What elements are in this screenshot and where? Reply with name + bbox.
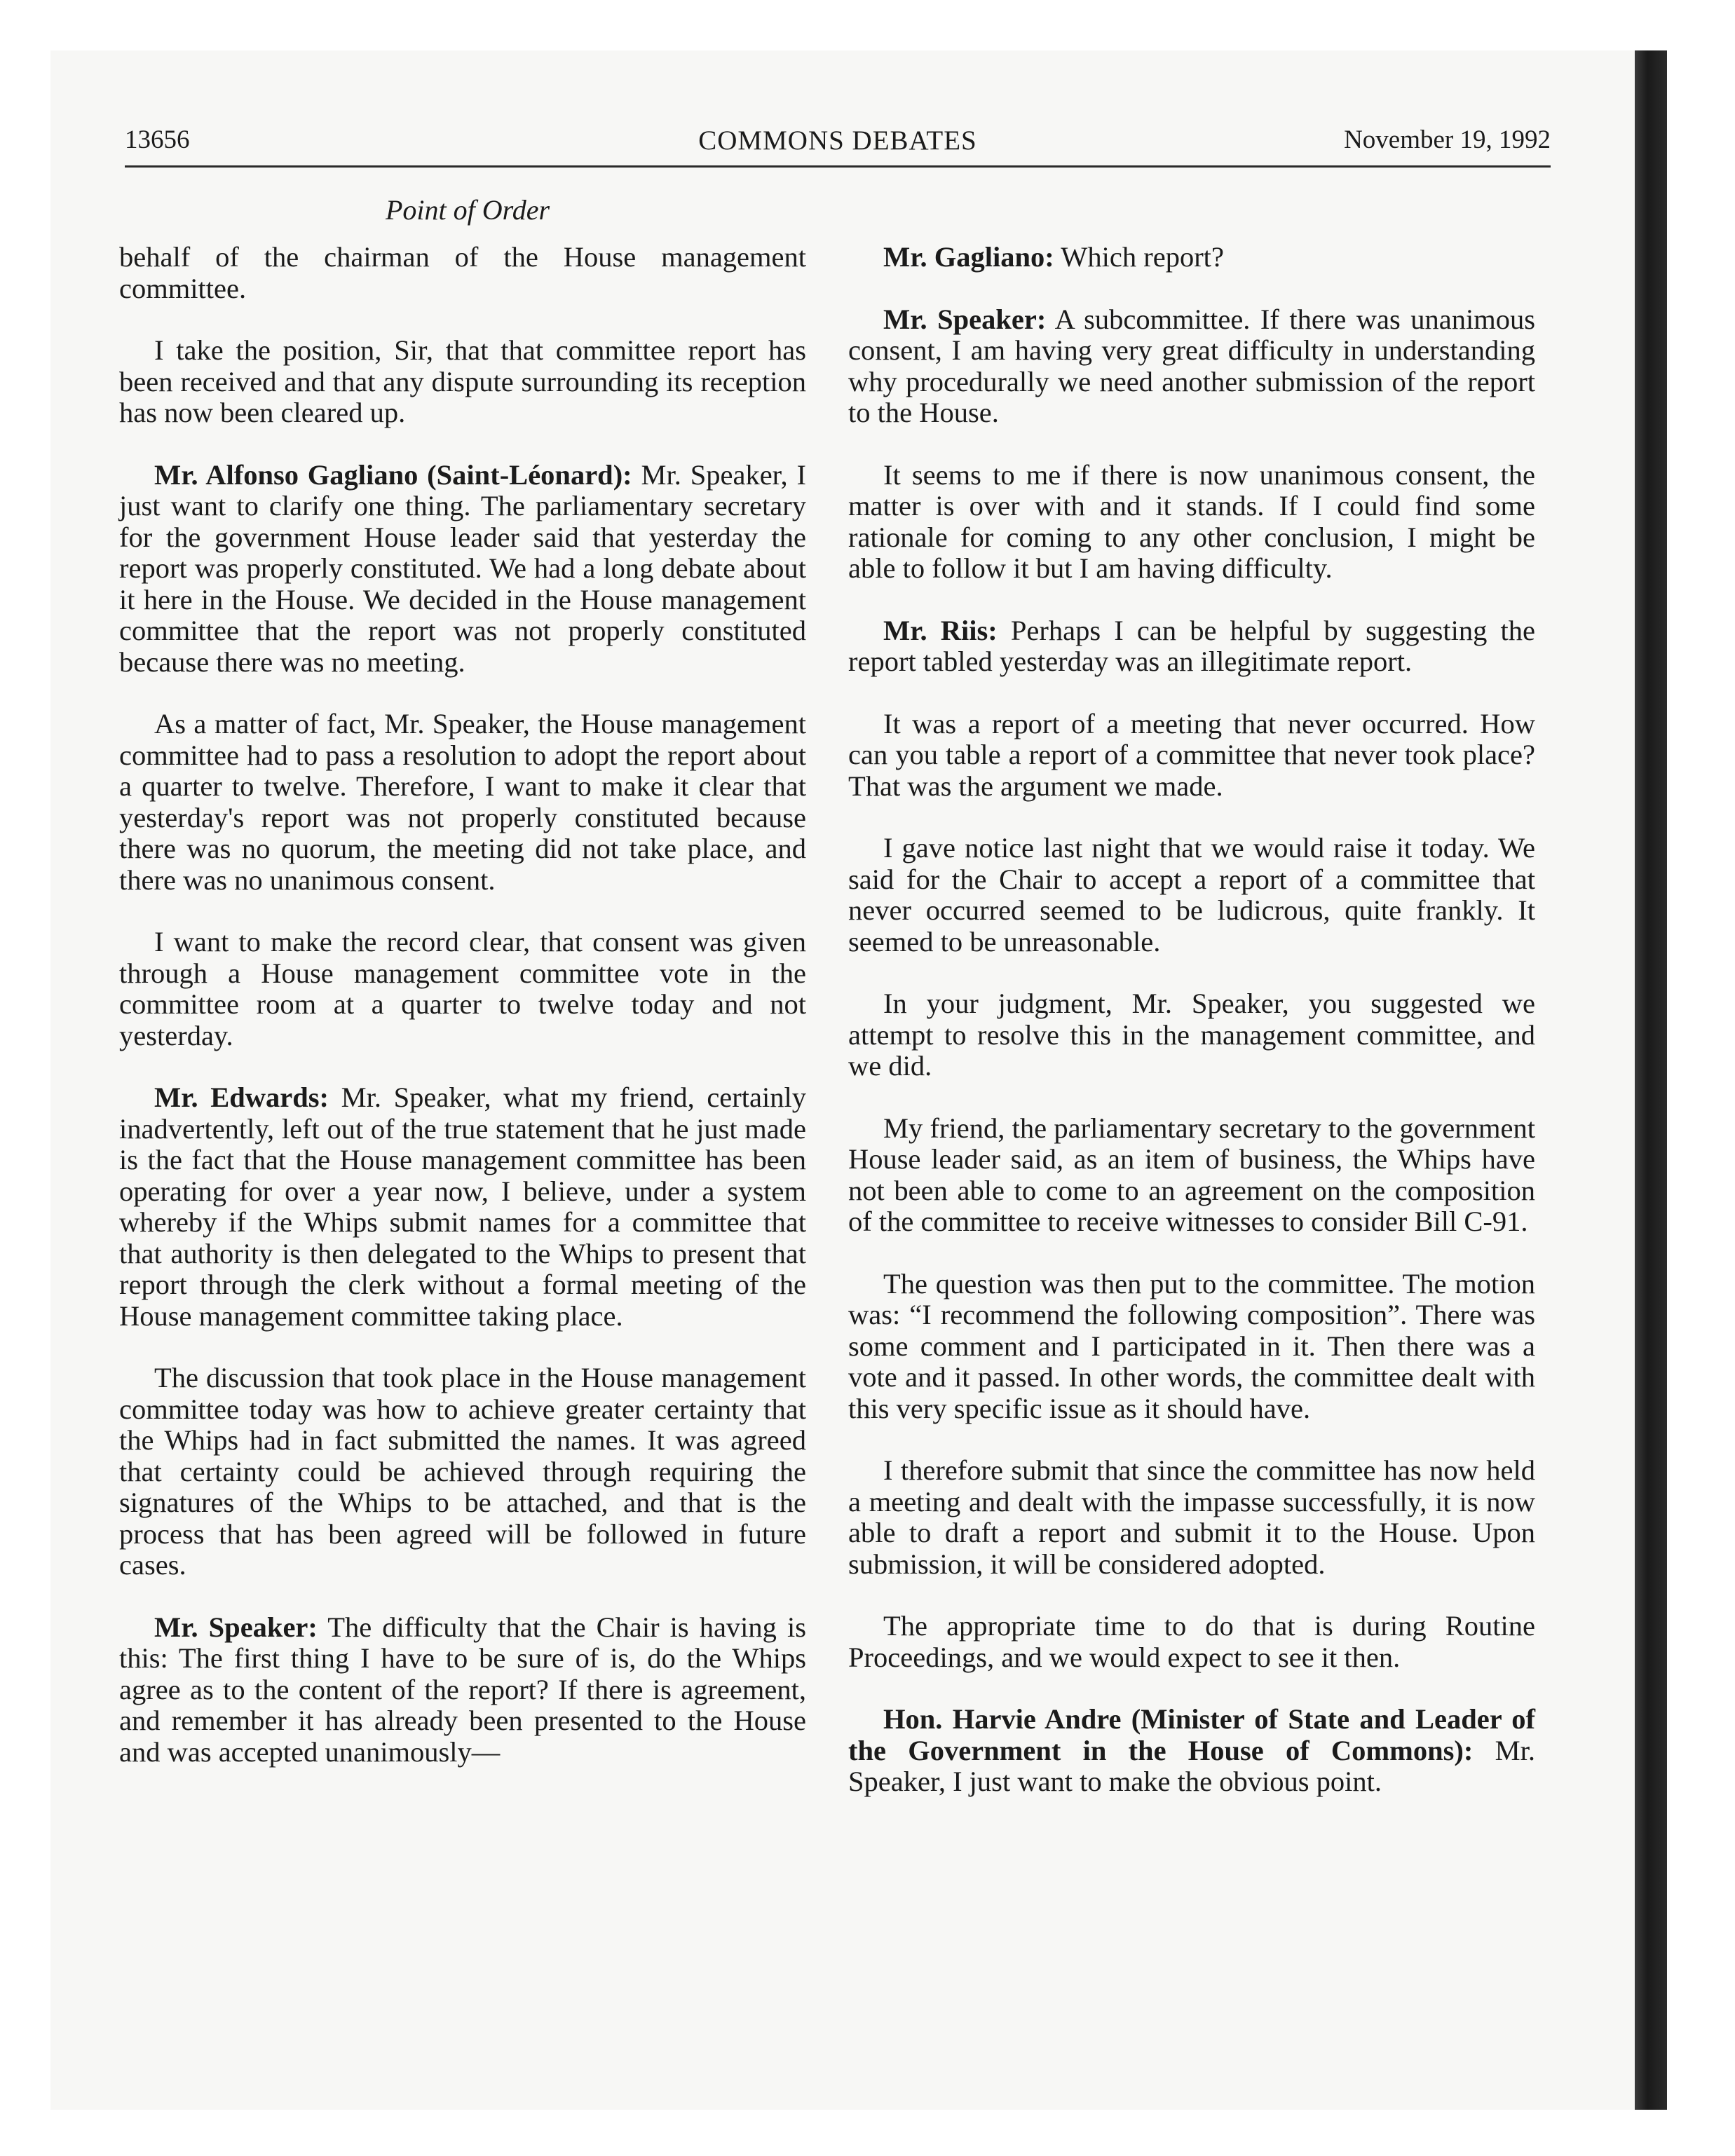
left-column	[119, 242, 806, 1799]
speaker-name: Mr. Speaker:	[883, 303, 1047, 335]
scan-margin-right	[1667, 0, 1735, 2156]
paragraph	[119, 927, 806, 1051]
paragraph-text: My friend, the parliamentary secretary to the government House leader said, as an item of business, the Whips have not been able to come to an agreement on the composition of the committee to receive witnesses to consider Bill C-91.	[848, 1112, 1535, 1237]
scan-margin-bottom	[0, 2110, 1735, 2156]
speaker-name: Hon. Harvie Andre (Minister of State and Leader of the Government in the House of Commons):	[848, 1703, 1535, 1766]
publication-title: COMMONS DEBATES	[698, 125, 977, 156]
paragraph-text: In your judgment, Mr. Speaker, you suggested we attempt to resolve this in the management committee, and we did.	[848, 988, 1535, 1082]
paragraph	[848, 988, 1535, 1082]
running-header	[125, 118, 1551, 168]
paragraph	[119, 1612, 806, 1768]
paragraph	[848, 1611, 1535, 1673]
paragraph	[119, 1082, 806, 1332]
paragraph	[848, 460, 1535, 585]
paragraph-text: I want to make the record clear, that consent was given through a House management committee vote in the committee room at a quarter to twelve today and not yesterday.	[119, 926, 806, 1051]
paragraph-text: The appropriate time to do that is during Routine Proceedings, and we would expect to see it then.	[848, 1610, 1535, 1673]
paragraph	[119, 709, 806, 896]
paragraph-text: Perhaps I can be helpful by suggesting the report tabled yesterday was an illegitimate report.	[848, 614, 1536, 677]
paragraph-text: behalf of the chairman of the House management committee.	[119, 241, 806, 304]
paragraph	[848, 242, 1535, 273]
speaker-name: Mr. Riis:	[883, 614, 998, 646]
paragraph-text: It was a report of a meeting that never occurred. How can you table a report of a committee that never took place? That was the argument we made.	[848, 707, 1535, 802]
speaker-name: Mr. Edwards:	[154, 1082, 329, 1113]
right-column	[848, 242, 1535, 1829]
scan-margin-top	[0, 0, 1735, 50]
paragraph-text: The discussion that took place in the House management committee today was how to achieve greater certainty that the Whips had in fact submitted the names. It was agreed that certainty could be achieved through requiring the signatures of the Whips to be attached, and that is the process that has been agreed will be followed in future cases.	[119, 1362, 806, 1581]
paragraph-text: The question was then put to the committee. The motion was: “I recommend the following composition”. There was some comment and I participated in it. Then there was a vote and it passed. In other words, the committee dealt with this very specific issue as it should have.	[848, 1267, 1535, 1424]
paragraph	[119, 242, 806, 304]
paragraph-text: A subcommittee. If there was unanimous consent, I am having very great difficulty in understanding why procedurally we need another submission of the report to the House.	[848, 303, 1535, 428]
speaker-name: Mr. Gagliano:	[883, 241, 1054, 273]
paragraph-text: Mr. Speaker, I just want to clarify one thing. The parliamentary secretary for the government House leader said that yesterday the report was properly constituted. We had a long debate about it here in the House. We decided in the House management committee that the report was not properly constituted because there was no meeting.	[119, 458, 806, 678]
paragraph-text: Which report?	[1054, 241, 1224, 273]
paragraph-text: It seems to me if there is now unanimous consent, the matter is over with and it stands. If I could find some rationale for coming to any other conclusion, I might be able to follow it but I am having difficulty.	[848, 458, 1535, 584]
paragraph	[848, 1704, 1535, 1798]
paragraph	[119, 335, 806, 429]
paragraph-text: I therefore submit that since the committee has now held a meeting and dealt with the impasse successfully, it is now able to draft a report and submit it to the House. Upon submission, it will be considered adopted.	[848, 1454, 1535, 1580]
paragraph-text: Mr. Speaker, I just want to make the obvious point.	[848, 1734, 1535, 1797]
paragraph	[848, 304, 1535, 429]
paragraph-text: I gave notice last night that we would raise it today. We said for the Chair to accept a report of a committee that never occurred seemed to be ludicrous, quite frankly. It seemed to be unreasonable.	[848, 832, 1535, 957]
section-heading: Point of Order	[386, 194, 550, 226]
paragraph	[848, 1455, 1535, 1580]
paragraph	[848, 1269, 1535, 1425]
paragraph	[119, 460, 806, 678]
speaker-name: Mr. Speaker:	[154, 1611, 318, 1643]
paragraph	[848, 1113, 1535, 1238]
scanned-page-edge	[1635, 50, 1667, 2110]
publication-date: November 19, 1992	[1344, 125, 1551, 154]
paragraph-text: As a matter of fact, Mr. Speaker, the House management committee had to pass a resolution to adopt the report about a quarter to twelve. Therefore, I want to make it clear that yesterday's report was not properly constituted because there was no quorum, the meeting did not take place, and there was no unanimous consent.	[119, 708, 806, 896]
speaker-name: Mr. Alfonso Gagliano (Saint-Léonard):	[154, 458, 632, 491]
paragraph-text: I take the position, Sir, that that committee report has been received and that any dispute surrounding its reception has now been cleared up.	[119, 334, 806, 428]
paragraph	[848, 615, 1535, 678]
paragraph-text: The difficulty that the Chair is having is this: The first thing I have to be sure of is, do the Whips agree as to the content of the report? If there is agreement, and remember it has already been presented to the House and was accepted unanimously—	[119, 1611, 806, 1768]
paragraph	[848, 709, 1535, 803]
scan-margin-left	[0, 0, 50, 2156]
paragraph	[848, 833, 1535, 957]
paragraph-text: Mr. Speaker, what my friend, certainly inadvertently, left out of the true statement that he just made is the fact that the House management committee has been operating for over a year now, I believe, under a system whereby if the Whips submit names for a committee that that authority is then delegated to the Whips to present that report through the clerk without a formal meeting of the House management committee taking place.	[119, 1082, 806, 1332]
page-number: 13656	[125, 125, 190, 154]
paragraph	[119, 1363, 806, 1581]
